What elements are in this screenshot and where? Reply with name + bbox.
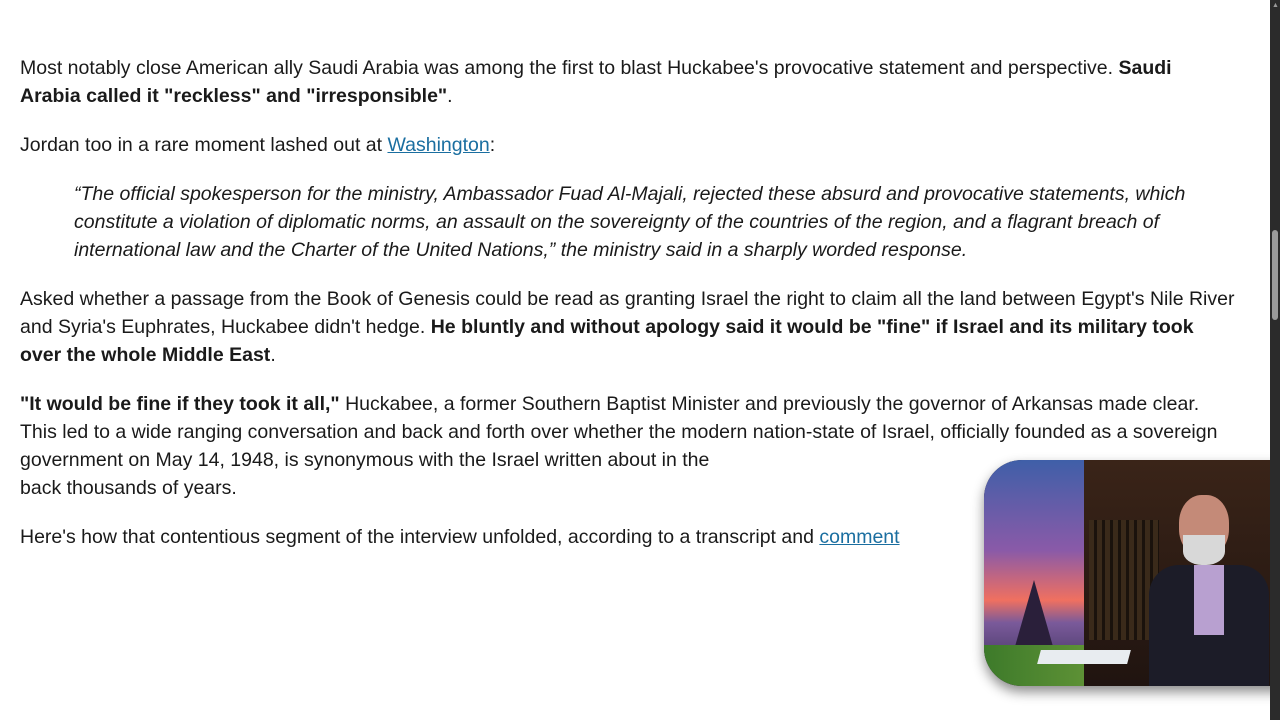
presenter <box>1149 495 1269 686</box>
paragraph-text: Asked whether a passage from the Book of Genesis could be read as granting Israel the right to claim all the land between Egypt's Nile River and Syria's Euphrates, Huckabee didn't hedge. <box>20 288 1235 338</box>
video-overlay[interactable] <box>984 460 1280 686</box>
paragraph-jordan <box>20 131 1235 159</box>
punct: . <box>270 344 276 366</box>
paragraph-text: Jordan too in a rare moment lashed out at <box>20 134 388 156</box>
tablet <box>1037 650 1131 664</box>
paragraph-text: back thousands of years. <box>20 477 237 499</box>
paragraph-text: Huckabee, a former Southern Baptist Minister and previously the governor of Arkansas made clear. This led to a wide ranging conversation and back and forth over whether the modern nation-state of Israel, officially founded as a sovereign government on May 14, 1948, is synonymous with the Israel written about in the <box>20 393 1218 471</box>
paragraph-saudi <box>20 54 1235 110</box>
punct: : <box>489 134 496 156</box>
scrollbar-thumb[interactable] <box>1272 230 1278 320</box>
bold-text: Saudi Arabia called it "reckless" and "irresponsible" <box>20 57 1172 107</box>
tree-shape <box>1014 580 1054 650</box>
paragraph-genesis <box>20 285 1235 369</box>
commentary-link[interactable]: comment <box>819 526 900 548</box>
scrollbar[interactable] <box>1270 0 1280 720</box>
paragraph-text: Most notably close American ally Saudi Arabia was among the first to blast Huckabee's provocative statement and perspective. <box>20 57 1119 79</box>
scroll-up-icon[interactable]: ▲ <box>1272 2 1279 9</box>
washington-link[interactable]: Washington <box>387 134 490 156</box>
bold-text: "It would be fine if they took it all," <box>20 393 340 415</box>
blockquote: “The official spokesperson for the ministry, Ambassador Fuad Al-Majali, rejected these absurd and provocative statements, which constitute a violation of diplomatic norms, an assault on the sovereignty of the countries of the region, and a flagrant breach of international law and the Charter of the United Nations,” the ministry said in a sharply worded response. <box>74 183 1186 261</box>
beard <box>1183 535 1225 565</box>
shirt <box>1194 565 1224 635</box>
bold-text: He bluntly and without apology said it would be "fine" if Israel and its military took over the whole Middle East <box>20 316 1194 366</box>
punct: . <box>447 85 453 107</box>
paragraph-text: Here's how that contentious segment of the interview unfolded, according to a transcript and <box>20 526 820 548</box>
